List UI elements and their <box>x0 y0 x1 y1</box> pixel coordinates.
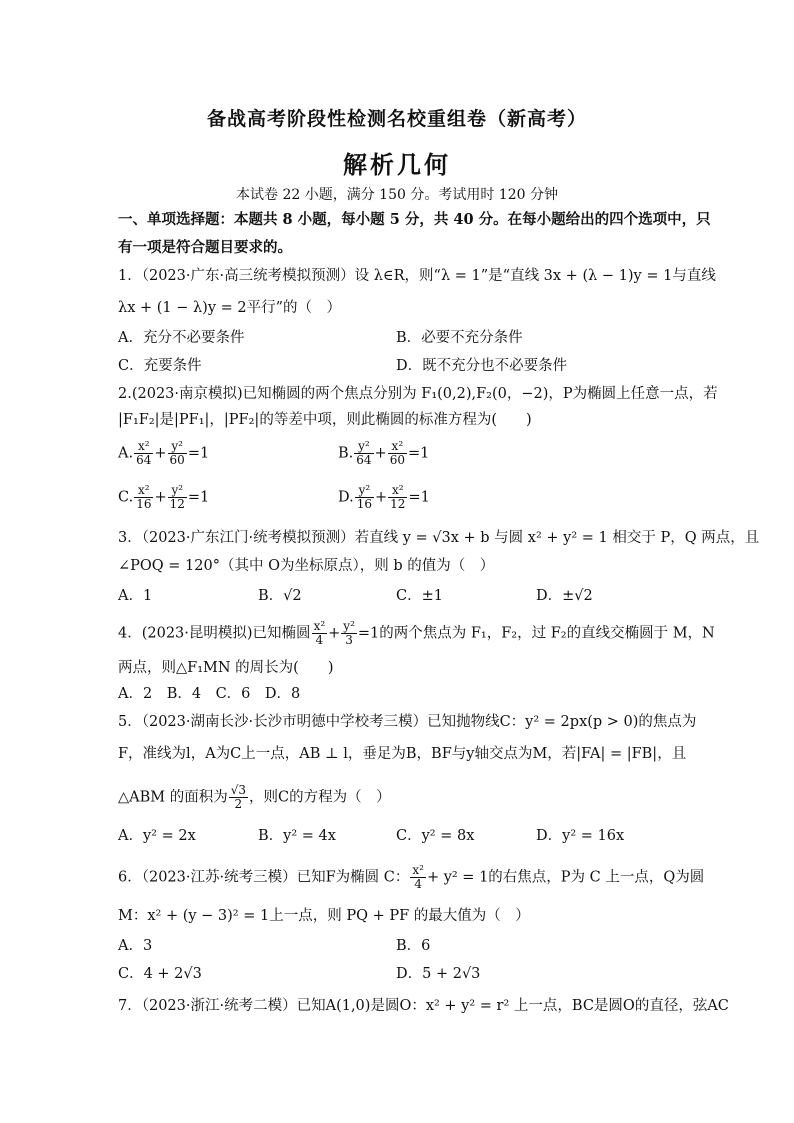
q6-option-c: C．4 + 2√3 <box>118 966 202 982</box>
q1-option-d: D．既不充分也不必要条件 <box>396 358 568 374</box>
q4-stem-line2: 两点，则△F₁MN 的周长为( ) <box>118 660 334 676</box>
q5-option-b: B．y² = 4x <box>258 828 336 844</box>
q5-stem-line2: F，准线为l，A为C上一点，AB ⊥ l，垂足为B，BF与y轴交点为M，若|FA| = |FB|，且 <box>118 746 687 762</box>
q1-option-a: A．充分不必要条件 <box>118 330 245 346</box>
q1-option-c: C．充要条件 <box>118 358 202 374</box>
q3-option-c: C．±1 <box>396 588 443 604</box>
q3-option-a: A．1 <box>118 588 153 604</box>
q4-options: A．2 B．4 C．6 D．8 <box>118 686 301 702</box>
q6-stem-line2: M：x² + (y − 3)² = 1上一点，则 PQ + PF 的最大值为（ ） <box>118 908 530 924</box>
section-heading-line2: 有一项是符合题目要求的。 <box>118 239 292 256</box>
main-title: 备战高考阶段性检测名校重组卷（新高考） <box>206 108 587 130</box>
subtitle: 解析几何 <box>343 150 451 179</box>
q1-stem-line1: 1．（2023·广东·高三统考模拟预测）设 λ∈R，则“λ = 1”是“直线 3x + (λ − 1)y = 1与直线 <box>118 268 716 284</box>
q2-option-b: B. $\frac{\text{y²}}{64}$ + $\frac{\text{x²}}{60}$ =1 <box>338 439 430 467</box>
q2-option-c: C. $\frac{\text{x²}}{16}$ + $\frac{\text{y²}}{12}$ =1 <box>118 483 210 511</box>
q1-stem-line2: λx + (1 − λ)y = 2平行”的（ ） <box>118 300 342 316</box>
q4-stem-line1: 4．(2023·昆明模拟)已知椭圆 $\frac{\text{x²}}{4}$ + $\frac{\text{y²}}{3}$ =1的两个焦点为 F₁，F₂，过 F₂的直线交椭圆于 M，N <box>118 619 715 647</box>
q5-option-a: A．y² = 2x <box>118 828 196 844</box>
q6-option-b: B．6 <box>396 938 431 954</box>
q2-stem-line2: |F₁F₂|是|PF₁|，|PF₂|的等差中项，则此椭圆的标准方程为( ) <box>118 412 532 428</box>
q3-stem-line1: 3．（2023·广东江门·统考模拟预测）若直线 y = √3x + b 与圆 x² + y² = 1 相交于 P，Q 两点，且 <box>118 530 760 546</box>
q5-option-c: C．y² = 8x <box>396 828 475 844</box>
q1-option-b: B．必要不充分条件 <box>396 330 523 346</box>
q3-stem-line2: ∠POQ = 120°（其中 O为坐标原点），则 b 的值为（ ） <box>118 558 495 574</box>
q6-option-d: D．5 + 2√3 <box>396 966 481 982</box>
q5-option-d: D．y² = 16x <box>536 828 625 844</box>
q3-option-b: B．√2 <box>258 588 302 604</box>
q5-stem-line3: △ABM 的面积为 $\frac{√3}{2}$ ，则C的方程为（ ） <box>118 783 391 811</box>
q2-option-d: D. $\frac{\text{y²}}{16}$ + $\frac{\text{x²}}{12}$ =1 <box>338 483 430 511</box>
q3-option-d: D．±√2 <box>536 588 593 604</box>
q6-stem-line1: 6．（2023·江苏·统考三模）已知F为椭圆 C： $\frac{\text{x²}}{4}$ + y² = 1的右焦点，P为 C 上一点，Q为圆 <box>118 863 705 891</box>
q2-option-a: A. $\frac{\text{x²}}{64}$ + $\frac{\text{y²}}{60}$ =1 <box>118 439 210 467</box>
exam-info: 本试卷 22 小题，满分 150 分。考试用时 120 分钟 <box>236 187 558 203</box>
q2-stem-line1: 2.(2023·南京模拟)已知椭圆的两个焦点分别为 F₁(0,2),F₂(0，−2)，P为椭圆上任意一点，若 <box>118 386 718 402</box>
q6-option-a: A．3 <box>118 938 153 954</box>
q5-stem-line1: 5．（2023·湖南长沙·长沙市明德中学校考三模）已知抛物线C：y² = 2px(p > 0)的焦点为 <box>118 714 697 730</box>
section-heading-line1: 一、单项选择题：本题共 8 小题，每小题 5 分，共 40 分。在每小题给出的四个选项中，只 <box>118 211 711 228</box>
q7-stem-line1: 7．（2023·浙江·统考二模）已知A(1,0)是圆O：x² + y² = r² 上一点，BC是圆O的直径，弦AC <box>118 998 729 1014</box>
